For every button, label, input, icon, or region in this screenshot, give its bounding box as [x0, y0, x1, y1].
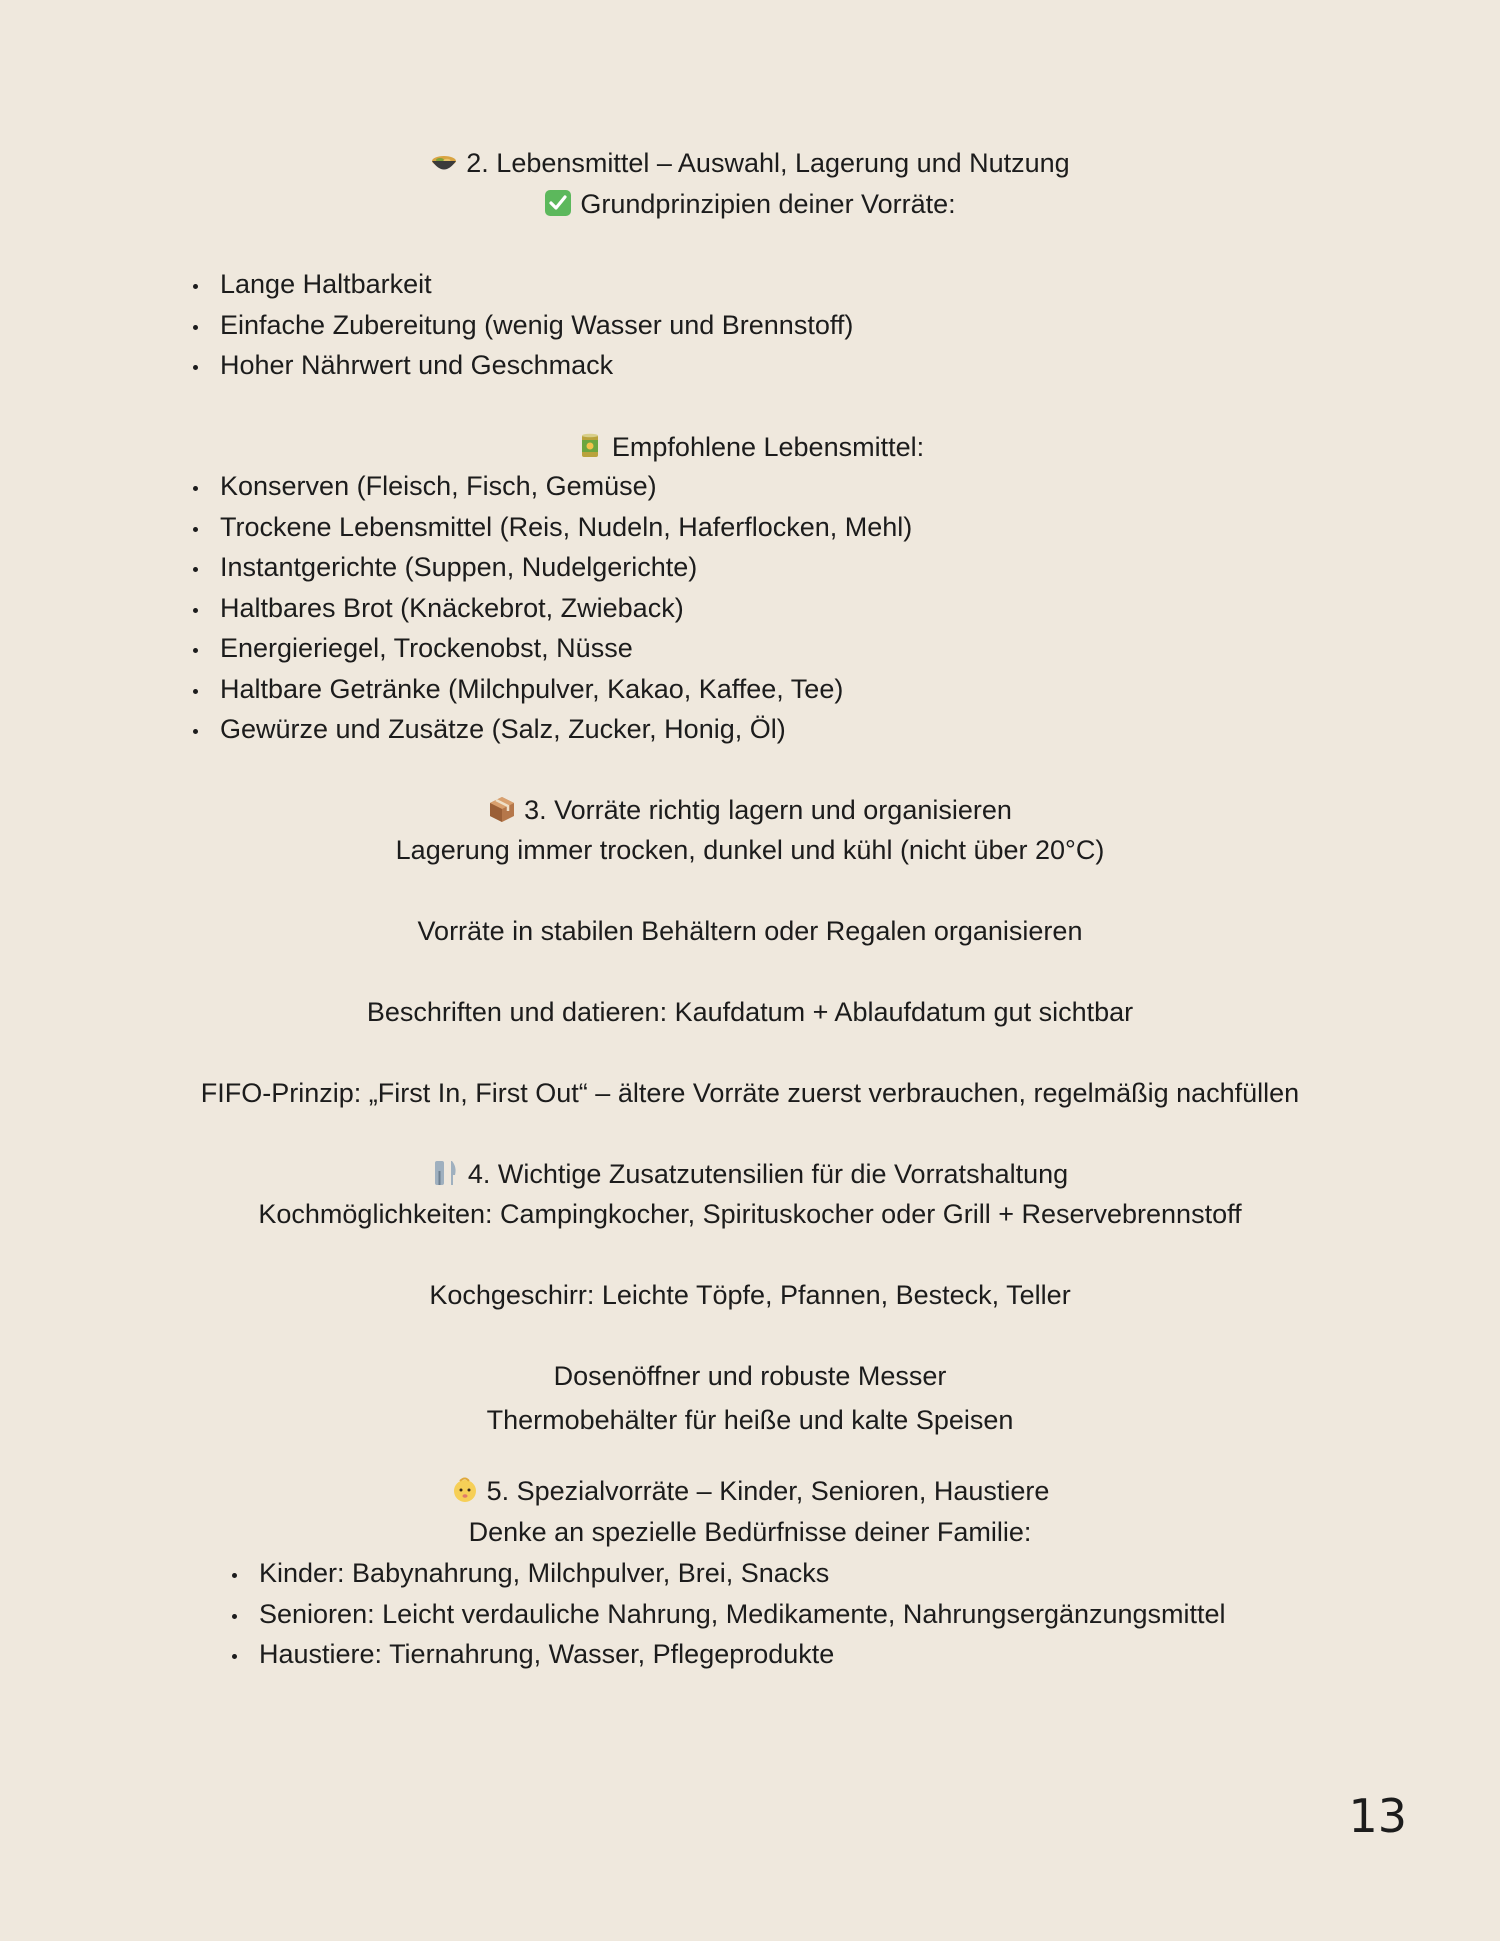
- storage-line: FIFO-Prinzip: „First In, First Out“ – ältere Vorräte zuerst verbrauchen, regelmäßig nachfüllen: [200, 1078, 1300, 1108]
- section-2-subheading-text: Grundprinzipien deiner Vorräte:: [580, 189, 956, 219]
- page-number: 13: [1348, 1789, 1407, 1843]
- utensils-line: Thermobehälter für heiße und kalte Speisen: [486, 1405, 1014, 1435]
- list-item: Energieriegel, Trockenobst, Nüsse: [193, 628, 912, 669]
- utensils-line: Dosenöffner und robuste Messer: [553, 1361, 947, 1391]
- fork-knife-icon: [432, 1159, 460, 1187]
- section-4-heading-text: 4. Wichtige Zusatzutensilien für die Vorratshaltung: [467, 1159, 1069, 1189]
- list-item: Kinder: Babynahrung, Milchpulver, Brei, Snacks: [232, 1553, 1226, 1594]
- list-item: Instantgerichte (Suppen, Nudelgerichte): [193, 547, 912, 588]
- section-2-subheading: [0, 186, 1500, 222]
- list-item: Haltbare Getränke (Milchpulver, Kakao, Kaffee, Tee): [193, 669, 912, 710]
- section-4-heading: [0, 1156, 1500, 1192]
- baby-icon: [451, 1476, 479, 1504]
- list-item: Senioren: Leicht verdauliche Nahrung, Medikamente, Nahrungsergänzungsmittel: [232, 1594, 1226, 1635]
- storage-line: Beschriften und datieren: Kaufdatum + Ablaufdatum gut sichtbar: [366, 997, 1134, 1027]
- list-item: Haustiere: Tiernahrung, Wasser, Pflegeprodukte: [232, 1634, 1226, 1675]
- section-2-heading-text: 2. Lebensmittel – Auswahl, Lagerung und Nutzung: [466, 148, 1070, 178]
- recommended-heading-text: Empfohlene Lebensmittel:: [611, 432, 925, 462]
- list-item: Haltbares Brot (Knäckebrot, Zwieback): [193, 588, 912, 629]
- section-2-heading: [0, 145, 1500, 181]
- storage-line: Lagerung immer trocken, dunkel und kühl (nicht über 20°C): [395, 835, 1105, 865]
- storage-line: Vorräte in stabilen Behältern oder Regalen organisieren: [417, 916, 1083, 946]
- list-item: Einfache Zubereitung (wenig Wasser und Brennstoff): [193, 305, 853, 346]
- bowl-icon: [430, 148, 458, 176]
- list-item: Lange Haltbarkeit: [193, 264, 853, 305]
- recommended-foods-list: [193, 466, 912, 750]
- list-item: Gewürze und Zusätze (Salz, Zucker, Honig, Öl): [193, 709, 912, 750]
- principles-list: [193, 264, 853, 386]
- utensils-line: Kochmöglichkeiten: Campingkocher, Spirituskocher oder Grill + Reservebrennstoff: [258, 1199, 1242, 1229]
- section-5-heading: [0, 1473, 1500, 1509]
- list-item: Trockene Lebensmittel (Reis, Nudeln, Haferflocken, Mehl): [193, 507, 912, 548]
- special-supplies-list: [232, 1553, 1226, 1675]
- recommended-heading: [0, 429, 1500, 465]
- package-icon: [488, 795, 516, 823]
- canned-food-icon: [576, 432, 604, 460]
- section-3-heading: [0, 792, 1500, 828]
- list-item: Hoher Nährwert und Geschmack: [193, 345, 853, 386]
- utensils-line: Kochgeschirr: Leichte Töpfe, Pfannen, Besteck, Teller: [429, 1280, 1071, 1310]
- check-mark-icon: [544, 189, 572, 217]
- section-3-heading-text: 3. Vorräte richtig lagern und organisieren: [524, 795, 1012, 825]
- special-needs-intro: Denke an spezielle Bedürfnisse deiner Familie:: [468, 1517, 1032, 1547]
- list-item: Konserven (Fleisch, Fisch, Gemüse): [193, 466, 912, 507]
- section-5-heading-text: 5. Spezialvorräte – Kinder, Senioren, Haustiere: [486, 1476, 1050, 1506]
